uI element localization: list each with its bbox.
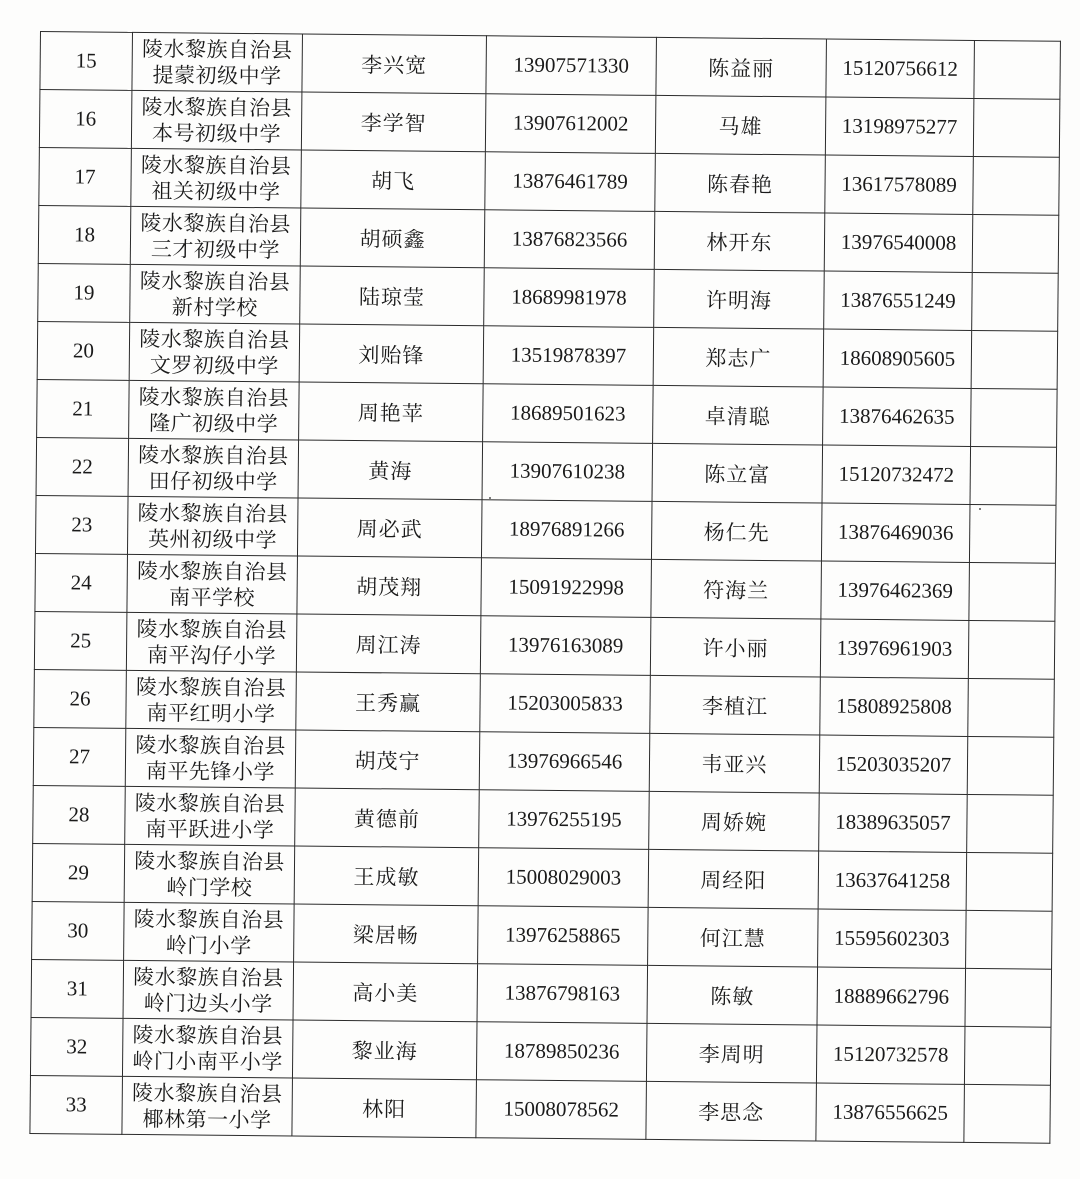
contact-phone: 18389635057: [819, 793, 968, 852]
school-name: [122, 1076, 293, 1136]
school-name-line1: 陵水黎族自治县: [134, 848, 285, 874]
principal-phone: 13907612002: [485, 94, 656, 154]
school-name-line1: 陵水黎族自治县: [141, 94, 293, 120]
school-name-line1: 陵水黎族自治县: [135, 732, 287, 758]
school-name-line2: 三才初级中学: [150, 236, 281, 262]
school-name: [122, 1018, 293, 1078]
table-row: [30, 1075, 1051, 1143]
contact-name: 卓清聪: [653, 385, 824, 445]
school-name-line1: 陵水黎族自治县: [135, 674, 287, 700]
contact-phone: 13876462635: [823, 387, 972, 446]
empty-cell: [969, 562, 1056, 621]
empty-cell: [974, 40, 1061, 99]
row-number: 24: [35, 553, 128, 612]
table-row: [33, 727, 1054, 795]
table-row: [39, 147, 1060, 215]
principal-name: 胡飞: [301, 150, 486, 210]
table-row: [32, 901, 1053, 969]
school-name-line1: 陵水黎族自治县: [140, 210, 292, 236]
table-row: [33, 785, 1054, 853]
school-name: [129, 322, 300, 382]
school-name-line1: 陵水黎族自治县: [136, 558, 288, 584]
contact-name: 马雄: [655, 95, 826, 155]
contact-name: 李植江: [650, 675, 821, 735]
school-name: [129, 380, 300, 440]
row-number: 29: [32, 843, 125, 902]
contact-name: 周经阳: [648, 849, 819, 909]
empty-cell: [969, 504, 1056, 563]
table-row: [36, 437, 1057, 505]
school-name: [127, 554, 298, 614]
contact-phone: 15595602303: [818, 909, 967, 968]
principal-name: 黎业海: [292, 1020, 477, 1080]
contact-phone: 15808925808: [820, 677, 969, 736]
scan-speck: [979, 508, 981, 510]
school-name: [125, 728, 296, 788]
empty-cell: [971, 330, 1058, 389]
principal-name: 梁居畅: [294, 904, 479, 964]
contact-phone: 13876556625: [816, 1083, 965, 1142]
row-number: 15: [40, 32, 133, 91]
school-name-line1: 陵水黎族自治县: [139, 268, 291, 294]
school-name: [125, 786, 296, 846]
row-number: 16: [39, 90, 132, 149]
empty-cell: [970, 446, 1057, 505]
empty-cell: [972, 272, 1059, 331]
empty-cell: [966, 910, 1053, 969]
school-name-line2: 南平红明小学: [146, 700, 276, 726]
row-number: 21: [37, 379, 130, 438]
empty-cell: [972, 214, 1059, 273]
table-row: [35, 553, 1056, 621]
contact-name: 许明海: [654, 269, 825, 329]
school-name-line2: 文罗初级中学: [149, 352, 279, 378]
table-row: [34, 669, 1055, 737]
principal-phone: 15203005833: [480, 674, 651, 734]
principal-phone: 13519878397: [483, 326, 654, 386]
principal-phone: 15008078562: [476, 1080, 647, 1140]
school-name-line2: 英州初级中学: [148, 526, 278, 552]
table-row: [39, 90, 1060, 158]
row-number: 18: [38, 205, 131, 264]
school-name-line1: 陵水黎族自治县: [140, 152, 292, 178]
school-name-line2: 南平学校: [168, 584, 256, 610]
contact-phone: 13876551249: [824, 271, 973, 330]
principal-name: 李学智: [301, 92, 486, 152]
school-name-line2: 南平跃进小学: [145, 816, 275, 842]
principal-name: 黄德前: [295, 788, 480, 848]
school-name: [124, 902, 295, 962]
row-number: 20: [37, 321, 130, 380]
row-number: 28: [33, 785, 126, 844]
empty-cell: [966, 852, 1053, 911]
school-name-line1: 陵水黎族自治县: [137, 500, 289, 526]
principal-name: 王秀赢: [296, 672, 481, 732]
contact-phone: 15120756612: [826, 39, 975, 98]
school-name-line2: 隆广初级中学: [149, 410, 279, 436]
school-name: [127, 496, 298, 556]
principal-phone: 13876798163: [477, 964, 648, 1024]
contact-name: 陈立富: [652, 443, 823, 503]
school-name-line1: 陵水黎族自治县: [131, 1080, 283, 1106]
school-name-line1: 陵水黎族自治县: [138, 442, 289, 468]
contact-name: 符海兰: [651, 559, 822, 619]
principal-phone: 18789850236: [476, 1022, 647, 1082]
school-name-line2: 本号初级中学: [151, 120, 282, 146]
principal-name: 周江涛: [296, 614, 481, 674]
school-name: [131, 148, 302, 208]
table-row: [38, 205, 1059, 273]
school-name: [130, 264, 301, 324]
principal-name: 高小美: [293, 962, 478, 1022]
row-number: 33: [30, 1075, 123, 1134]
table-row: [38, 263, 1059, 331]
scan-speck: [489, 497, 491, 499]
principal-name: 胡茂翔: [297, 556, 482, 616]
contact-phone: 15203035207: [819, 735, 968, 794]
contact-phone: 13876469036: [821, 503, 970, 562]
empty-cell: [964, 1084, 1051, 1143]
school-name: [131, 90, 302, 150]
school-name-line2: 岭门小南平小学: [132, 1048, 283, 1074]
principal-phone: 13976966546: [479, 732, 650, 792]
principal-phone: 13907571330: [486, 36, 657, 96]
row-number: 23: [35, 495, 128, 554]
row-number: 27: [33, 727, 126, 786]
principal-phone: 18689981978: [484, 268, 655, 328]
contact-name: 韦亚兴: [649, 733, 820, 793]
contact-phone: 13976961903: [820, 619, 969, 678]
principal-name: 李兴宽: [302, 34, 487, 94]
contact-phone: 13617578089: [825, 155, 974, 214]
empty-cell: [973, 98, 1060, 157]
school-name-line2: 新村学校: [171, 294, 258, 320]
empty-cell: [971, 388, 1058, 447]
school-name: [126, 612, 297, 672]
school-name-line2: 岭门小学: [165, 932, 252, 958]
table-row: [37, 321, 1058, 389]
principal-name: 胡硕鑫: [300, 208, 485, 268]
row-number: 32: [30, 1017, 123, 1076]
principal-name: 王成敏: [294, 846, 479, 906]
school-name-line1: 陵水黎族自治县: [139, 326, 290, 352]
principal-phone: 18976891266: [481, 500, 652, 560]
principal-name: 胡茂宁: [295, 730, 480, 790]
contact-phone: 13198975277: [825, 97, 974, 156]
table-row: [30, 1017, 1051, 1085]
principal-name: 黄海: [298, 440, 483, 500]
row-number: 25: [34, 611, 127, 670]
principal-phone: 18689501623: [483, 384, 654, 444]
school-name-line2: 提蒙初级中学: [152, 62, 282, 88]
school-name-line2: 田仔初级中学: [148, 468, 278, 494]
table-body: [30, 32, 1061, 1144]
school-name-line2: 南平沟仔小学: [146, 642, 277, 668]
contact-name: 林开东: [654, 211, 825, 271]
contact-phone: 13976540008: [824, 213, 973, 272]
contact-phone: 18889662796: [817, 967, 966, 1026]
school-name-line2: 祖关初级中学: [151, 178, 281, 204]
row-number: 26: [34, 669, 127, 728]
school-name-line1: 陵水黎族自治县: [136, 616, 288, 642]
contact-name: 陈益丽: [656, 37, 827, 97]
table-row: [31, 959, 1052, 1027]
school-name-line1: 陵水黎族自治县: [141, 36, 293, 62]
row-number: 22: [36, 437, 129, 496]
row-number: 31: [31, 959, 124, 1018]
empty-cell: [964, 1026, 1051, 1085]
school-contact-table: [29, 31, 1061, 1144]
principal-phone: 13876461789: [485, 152, 656, 212]
contact-name: 李周明: [646, 1023, 817, 1083]
empty-cell: [967, 794, 1054, 853]
contact-name: 周娇婉: [649, 791, 820, 851]
contact-phone: 13637641258: [818, 851, 967, 910]
school-name-line1: 陵水黎族自治县: [132, 1022, 284, 1048]
contact-name: 陈春艳: [655, 153, 826, 213]
empty-cell: [967, 736, 1054, 795]
contact-phone: 13976462369: [821, 561, 970, 620]
principal-name: 周艳苹: [299, 382, 484, 442]
principal-phone: 13907610238: [482, 442, 653, 502]
principal-name: 周必武: [297, 498, 482, 558]
school-name-line1: 陵水黎族自治县: [133, 964, 284, 990]
school-name-line2: 南平先锋小学: [145, 758, 276, 784]
contact-name: 李思念: [646, 1081, 817, 1141]
principal-name: 陆琼莹: [300, 266, 485, 326]
contact-name: 郑志广: [653, 327, 824, 387]
principal-phone: 15008029003: [478, 848, 649, 908]
principal-name: 林阳: [292, 1078, 477, 1138]
contact-phone: 18608905605: [823, 329, 972, 388]
school-name: [132, 32, 303, 92]
school-name-line2: 岭门学校: [166, 874, 253, 900]
empty-cell: [968, 620, 1055, 679]
table-row: [37, 379, 1058, 447]
row-number: 30: [32, 901, 125, 960]
principal-phone: 13976258865: [478, 906, 649, 966]
contact-name: 许小丽: [650, 617, 821, 677]
empty-cell: [973, 156, 1060, 215]
contact-name: 何江慧: [648, 907, 819, 967]
school-name: [128, 438, 299, 498]
school-name: [123, 960, 294, 1020]
row-number: 19: [38, 263, 131, 322]
school-name: [130, 206, 301, 266]
school-name-line1: 陵水黎族自治县: [138, 384, 290, 410]
row-number: 17: [39, 147, 132, 206]
contact-phone: 15120732578: [816, 1025, 965, 1084]
principal-phone: 13976255195: [479, 790, 650, 850]
school-name-line1: 陵水黎族自治县: [134, 790, 286, 816]
table-row: [40, 32, 1061, 100]
principal-phone: 13876823566: [484, 210, 655, 270]
empty-cell: [965, 968, 1052, 1027]
school-name-line2: 岭门边头小学: [143, 990, 273, 1016]
principal-phone: 13976163089: [480, 616, 651, 676]
school-name-line2: 椰林第一小学: [142, 1106, 272, 1132]
contact-name: 陈敏: [647, 965, 818, 1025]
contact-name: 杨仁先: [651, 501, 822, 561]
principal-phone: 15091922998: [481, 558, 652, 618]
school-name: [126, 670, 297, 730]
school-name: [124, 844, 295, 904]
school-name-line1: 陵水黎族自治县: [133, 906, 285, 932]
table-row: [32, 843, 1053, 911]
contact-phone: 15120732472: [822, 445, 971, 504]
principal-name: 刘贻锋: [299, 324, 484, 384]
table-row: [34, 611, 1055, 679]
empty-cell: [968, 678, 1055, 737]
table-row: [35, 495, 1056, 563]
